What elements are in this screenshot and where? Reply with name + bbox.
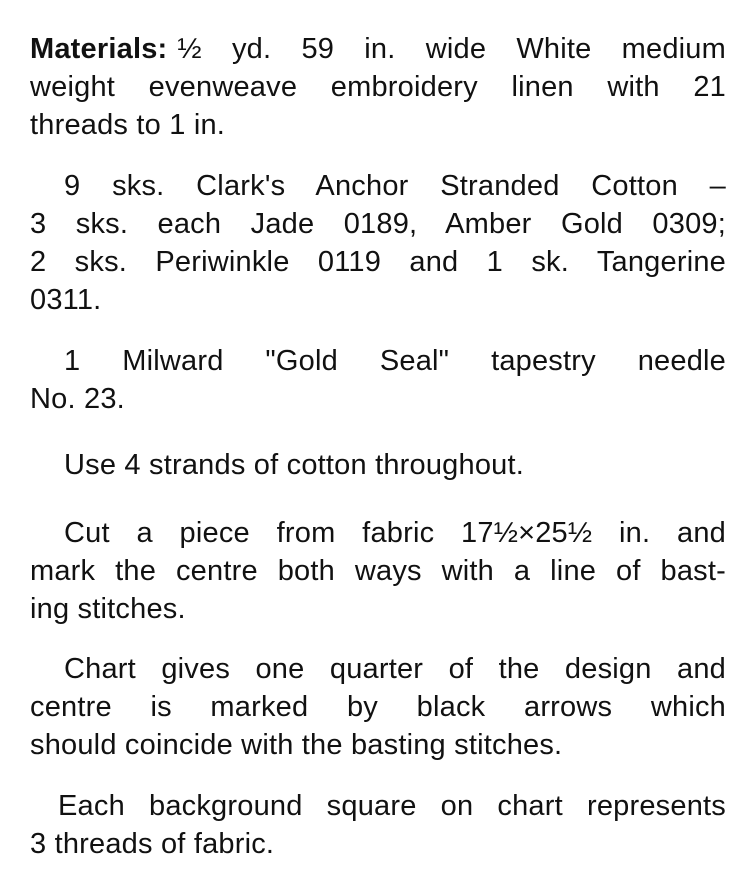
squares-line-2: 3 threads of fabric. xyxy=(30,828,275,860)
cotton-line-3: 2 sks. Periwinkle 0119 and 1 sk. Tangerine xyxy=(30,246,726,278)
materials-line-1-text: ½ yd. 59 in. wide White medium xyxy=(177,33,726,65)
cut-line-2: mark the centre both ways with a line of bast- xyxy=(30,555,726,587)
squares-line-1 xyxy=(30,787,726,825)
chart-paragraph xyxy=(30,650,726,764)
cut-paragraph xyxy=(30,514,726,628)
chart-line-1-text: Chart gives one quarter of the design and xyxy=(64,653,726,685)
materials-line-3: threads to 1 in. xyxy=(30,109,226,141)
cut-line-1 xyxy=(30,514,726,552)
cotton-line-4: 0311. xyxy=(30,284,102,316)
needle-line-1 xyxy=(30,342,726,380)
strands-paragraph xyxy=(30,446,726,484)
strands-line-1 xyxy=(30,446,726,484)
materials-line-1 xyxy=(30,30,726,68)
needle-line-1-text: 1 Milward "Gold Seal" tapestry needle xyxy=(64,345,726,377)
squares-paragraph xyxy=(30,787,726,863)
chart-line-1 xyxy=(30,650,726,688)
chart-line-2: centre is marked by black arrows which xyxy=(30,691,726,723)
needle-line-2: No. 23. xyxy=(30,383,125,415)
cut-line-3: ing stitches. xyxy=(30,593,186,625)
cut-line-1-text: Cut a piece from fabric 17½×25½ in. and xyxy=(64,517,726,549)
materials-label: Materials: xyxy=(30,33,168,65)
cotton-paragraph xyxy=(30,167,726,319)
cotton-line-2: 3 sks. each Jade 0189, Amber Gold 0309; xyxy=(30,208,726,240)
materials-paragraph xyxy=(30,30,726,144)
chart-line-3: should coincide with the basting stitches. xyxy=(30,729,563,761)
needle-paragraph xyxy=(30,342,726,418)
strands-line-1-text: Use 4 strands of cotton throughout. xyxy=(64,449,524,481)
cotton-line-1-text: 9 sks. Clark's Anchor Stranded Cotton – xyxy=(64,170,726,202)
cotton-line-1 xyxy=(30,167,726,205)
squares-line-1-text: Each background square on chart represents xyxy=(58,790,726,822)
materials-line-2: weight evenweave embroidery linen with 21 xyxy=(30,71,726,103)
